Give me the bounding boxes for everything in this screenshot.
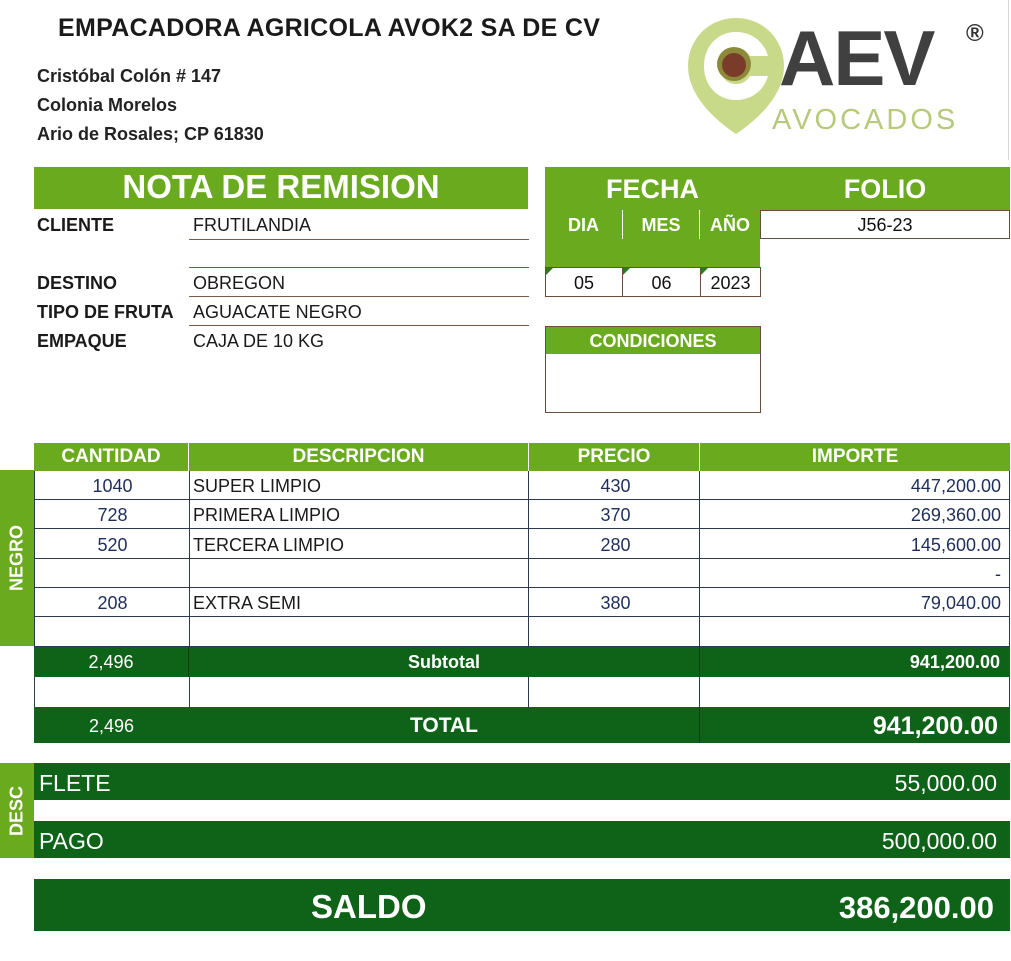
- saldo-row: [34, 879, 1010, 931]
- col-divider: [699, 471, 700, 647]
- cliente-label: CLIENTE: [37, 215, 115, 235]
- divider: [189, 325, 529, 326]
- cell-importe: 79,040.00: [920, 593, 1001, 614]
- flete-label: FLETE: [39, 770, 111, 796]
- table-row: [35, 500, 1009, 529]
- flete-row: [34, 763, 1010, 800]
- anio-value: 2023: [700, 267, 761, 297]
- cell-precio: [530, 559, 701, 588]
- subtotal-label: Subtotal: [189, 647, 700, 677]
- pago-label: PAGO: [39, 828, 104, 854]
- total-importe: 941,200.00: [872, 712, 998, 740]
- total-row: [34, 707, 1010, 743]
- subtotal-row: [34, 647, 1010, 677]
- col-divider: [189, 677, 190, 707]
- cell-descripcion: SUPER LIMPIO: [193, 476, 322, 496]
- dia-label: DIA: [545, 210, 623, 239]
- address-line-3: Ario de Rosales; CP 61830: [37, 124, 264, 144]
- mes-label: MES: [623, 210, 700, 239]
- col-divider: [699, 677, 700, 707]
- company-logo: [684, 14, 994, 139]
- cell-descripcion: [193, 559, 523, 588]
- cell-marker: [623, 268, 630, 275]
- cell-precio: 380: [600, 593, 631, 614]
- cell-precio: 430: [600, 476, 631, 496]
- cell-importe: 269,360.00: [910, 505, 1001, 526]
- cell-descripcion: PRIMERA LIMPIO: [193, 505, 341, 526]
- col-divider: [189, 471, 190, 647]
- saldo-label: SALDO: [311, 888, 427, 925]
- cell-importe: [701, 618, 1001, 647]
- subtotal-cantidad: 2,496: [34, 647, 189, 677]
- company-name: EMPACADORA AGRICOLA AVOK2 SA DE CV: [58, 14, 601, 42]
- cell-importe: 145,600.00: [910, 534, 1001, 555]
- table-row: [35, 559, 1009, 588]
- registered-mark: ®: [966, 20, 984, 47]
- table-header: [34, 443, 1010, 471]
- logo-brand: AEV: [779, 14, 934, 102]
- cell-cantidad: [35, 559, 190, 588]
- folio-header: FOLIO: [760, 167, 1010, 210]
- table-row: [35, 471, 1009, 500]
- table-body: [34, 471, 1010, 647]
- cell-marker: [546, 268, 553, 275]
- subtotal-importe: 941,200.00: [909, 652, 1000, 672]
- cell-importe: -: [995, 563, 1001, 584]
- destino-value: OBREGON: [193, 273, 286, 293]
- cell-marker: [701, 268, 708, 275]
- cell-cantidad: 1040: [92, 476, 133, 496]
- cell-cantidad: 728: [97, 505, 128, 526]
- group-label-negro: NEGRO: [0, 470, 34, 646]
- cell-importe: 447,200.00: [910, 476, 1001, 496]
- cell-precio: 280: [600, 534, 631, 555]
- dia-value: 05: [545, 267, 623, 297]
- cell-precio: [530, 618, 701, 647]
- sheet-gridline: [1008, 0, 1009, 160]
- mes-value: 06: [622, 267, 701, 297]
- folio-value: J56-23: [760, 210, 1010, 239]
- group-label-desc: DESC: [0, 763, 34, 858]
- table-row: [35, 588, 1009, 617]
- total-cantidad: 2,496: [88, 716, 135, 736]
- document-title: NOTA DE REMISION: [34, 167, 528, 209]
- condiciones-header: CONDICIONES: [545, 326, 761, 354]
- saldo-value: 386,200.00: [838, 890, 994, 925]
- cell-cantidad: 208: [97, 593, 128, 614]
- total-label: TOTAL: [189, 707, 700, 743]
- empaque-value: CAJA DE 10 KG: [193, 331, 325, 351]
- divider: [189, 239, 529, 240]
- cliente-value: FRUTILANDIA: [193, 215, 312, 235]
- tipo-fruta-label: TIPO DE FRUTA: [37, 302, 174, 322]
- col-divider: [528, 677, 529, 707]
- table-row: [35, 530, 1009, 559]
- logo-subtitle: AVOCADOS: [772, 104, 959, 136]
- cell-descripcion: EXTRA SEMI: [193, 593, 302, 614]
- cell-descripcion: TERCERA LIMPIO: [193, 534, 345, 555]
- col-divider: [528, 471, 529, 647]
- col-descripcion: DESCRIPCION: [189, 443, 529, 471]
- address-line-1: Cristóbal Colón # 147: [37, 66, 222, 86]
- anio-label: AÑO: [710, 215, 750, 235]
- pago-row: [34, 821, 1010, 858]
- fecha-header: FECHA: [545, 167, 760, 210]
- flete-value: 55,000.00: [894, 770, 997, 796]
- cell-precio: 370: [600, 505, 631, 526]
- col-precio: PRECIO: [529, 443, 700, 471]
- col-importe: IMPORTE: [811, 446, 899, 467]
- empaque-label: EMPAQUE: [37, 331, 127, 351]
- cell-descripcion: [193, 618, 523, 647]
- divider: [189, 296, 529, 297]
- condiciones-box: [545, 326, 761, 413]
- address-line-2: Colonia Morelos: [37, 95, 178, 115]
- empty-row: [34, 677, 1010, 707]
- cell-cantidad: [35, 618, 190, 647]
- destino-label: DESTINO: [37, 273, 118, 293]
- divider: [189, 267, 529, 268]
- tipo-fruta-value: AGUACATE NEGRO: [193, 302, 362, 322]
- cell-cantidad: 520: [97, 534, 128, 555]
- pago-value: 500,000.00: [881, 828, 997, 854]
- col-cantidad: CANTIDAD: [34, 443, 189, 471]
- table-row: [35, 618, 1009, 647]
